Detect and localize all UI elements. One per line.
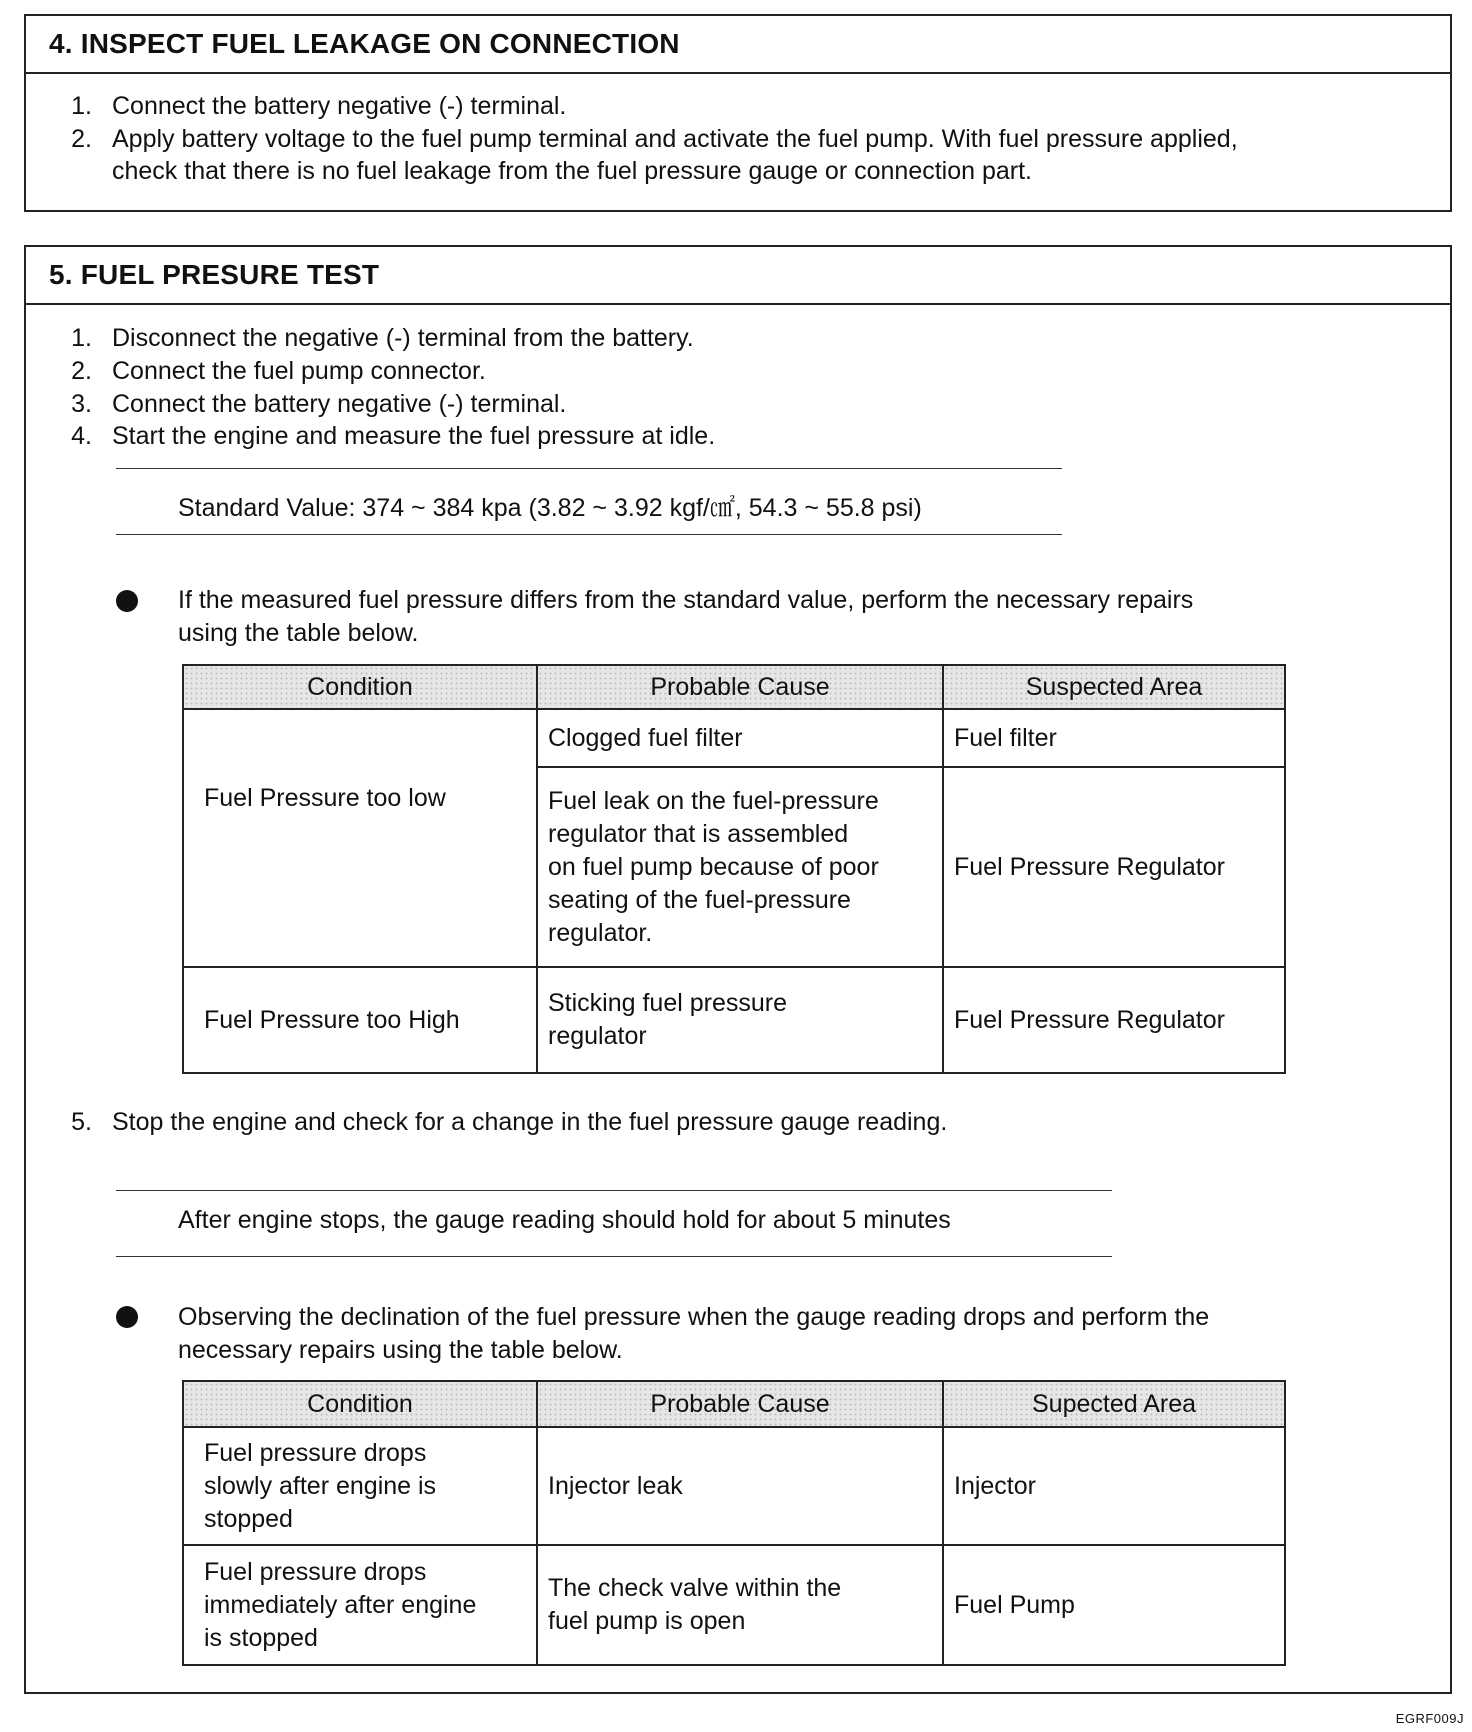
cell-line: regulator. [548, 918, 653, 947]
figure-code: EGRF009J [1395, 1711, 1464, 1726]
cell-line: Sticking fuel pressure [548, 989, 788, 1017]
table-cell: Fuel Pressure Regulator [943, 767, 1285, 967]
cell-line: fuel pump is open [548, 1607, 746, 1635]
step-text: Start the engine and measure the fuel pressure at idle. [112, 422, 716, 450]
table-cell [183, 1545, 537, 1665]
step-number: 1. [71, 324, 92, 352]
table-cell [537, 967, 943, 1073]
standard-value: Standard Value: 374 ~ 384 kpa (3.82 ~ 3.92 kgf/㎠, 54.3 ~ 55.8 psi) [178, 494, 922, 522]
bullet-text: using the table below. [178, 619, 419, 647]
cell-line: is stopped [204, 1623, 318, 1652]
section-5-title: 5. FUEL PRESURE TEST [26, 247, 1450, 305]
header-suspected-area: Supected Area [943, 1381, 1285, 1427]
bullet-text: necessary repairs using the table below. [178, 1336, 623, 1364]
cell-line: regulator [548, 1022, 647, 1050]
table-cell: Injector [943, 1427, 1285, 1545]
hold-note: After engine stops, the gauge reading should hold for about 5 minutes [178, 1206, 951, 1234]
header-probable-cause: Probable Cause [537, 1381, 943, 1427]
step-number: 5. [71, 1108, 92, 1136]
table-cell [537, 767, 943, 967]
table-cell: Fuel filter [943, 709, 1285, 767]
divider [116, 534, 1062, 535]
divider [116, 1256, 1112, 1257]
bullet-text: If the measured fuel pressure differs from the standard value, perform the necessary repairs [178, 586, 1194, 614]
step-number: 1. [71, 92, 92, 120]
cell-line: Fuel pressure drops [204, 1557, 427, 1586]
cell-line: The check valve within the [548, 1574, 842, 1602]
divider [116, 1190, 1112, 1191]
step-text: Connect the battery negative (-) terminal. [112, 390, 567, 418]
step-number: 2. [71, 125, 92, 153]
cell-line: Fuel pressure drops [204, 1438, 427, 1467]
table-cell: Fuel Pressure too High [183, 967, 537, 1073]
cell-line: regulator that is assembled [548, 819, 849, 848]
cell-line: slowly after engine is [204, 1471, 437, 1500]
table-cell [537, 1545, 943, 1665]
cell-line: stopped [204, 1504, 293, 1533]
bullet-icon [116, 1306, 138, 1328]
cell-line: Fuel leak on the fuel-pressure [548, 786, 879, 815]
header-condition: Condition [183, 1381, 537, 1427]
cell-line: on fuel pump because of poor [548, 852, 879, 881]
bullet-icon [116, 590, 138, 612]
divider [116, 468, 1062, 469]
step-text: Connect the fuel pump connector. [112, 357, 486, 385]
header-condition: Condition [183, 665, 537, 709]
bullet-text: Observing the declination of the fuel pressure when the gauge reading drops and perform the [178, 1303, 1210, 1331]
header-suspected-area: Suspected Area [943, 665, 1285, 709]
table-cell: Injector leak [537, 1427, 943, 1545]
pressure-table [182, 664, 1286, 1074]
step-text: check that there is no fuel leakage from the fuel pressure gauge or connection part. [112, 157, 1032, 185]
step-text: Apply battery voltage to the fuel pump terminal and activate the fuel pump. With fuel pressure applied, [112, 125, 1238, 153]
table-cell: Fuel Pump [943, 1545, 1285, 1665]
step-number: 4. [71, 422, 92, 450]
cell-line: seating of the fuel-pressure [548, 885, 851, 914]
table-cell: Clogged fuel filter [537, 709, 943, 767]
header-probable-cause: Probable Cause [537, 665, 943, 709]
cell-line: immediately after engine [204, 1590, 477, 1619]
step-text: Connect the battery negative (-) terminal. [112, 92, 567, 120]
step-text: Disconnect the negative (-) terminal from the battery. [112, 324, 694, 352]
gauge-drop-table [182, 1380, 1286, 1666]
table-cell [183, 1427, 537, 1545]
step-text: Stop the engine and check for a change in the fuel pressure gauge reading. [112, 1108, 948, 1136]
table-cell: Fuel Pressure too low [183, 709, 537, 967]
section-4-title: 4. INSPECT FUEL LEAKAGE ON CONNECTION [26, 16, 1450, 74]
step-number: 3. [71, 390, 92, 418]
table-cell: Fuel Pressure Regulator [943, 967, 1285, 1073]
step-number: 2. [71, 357, 92, 385]
